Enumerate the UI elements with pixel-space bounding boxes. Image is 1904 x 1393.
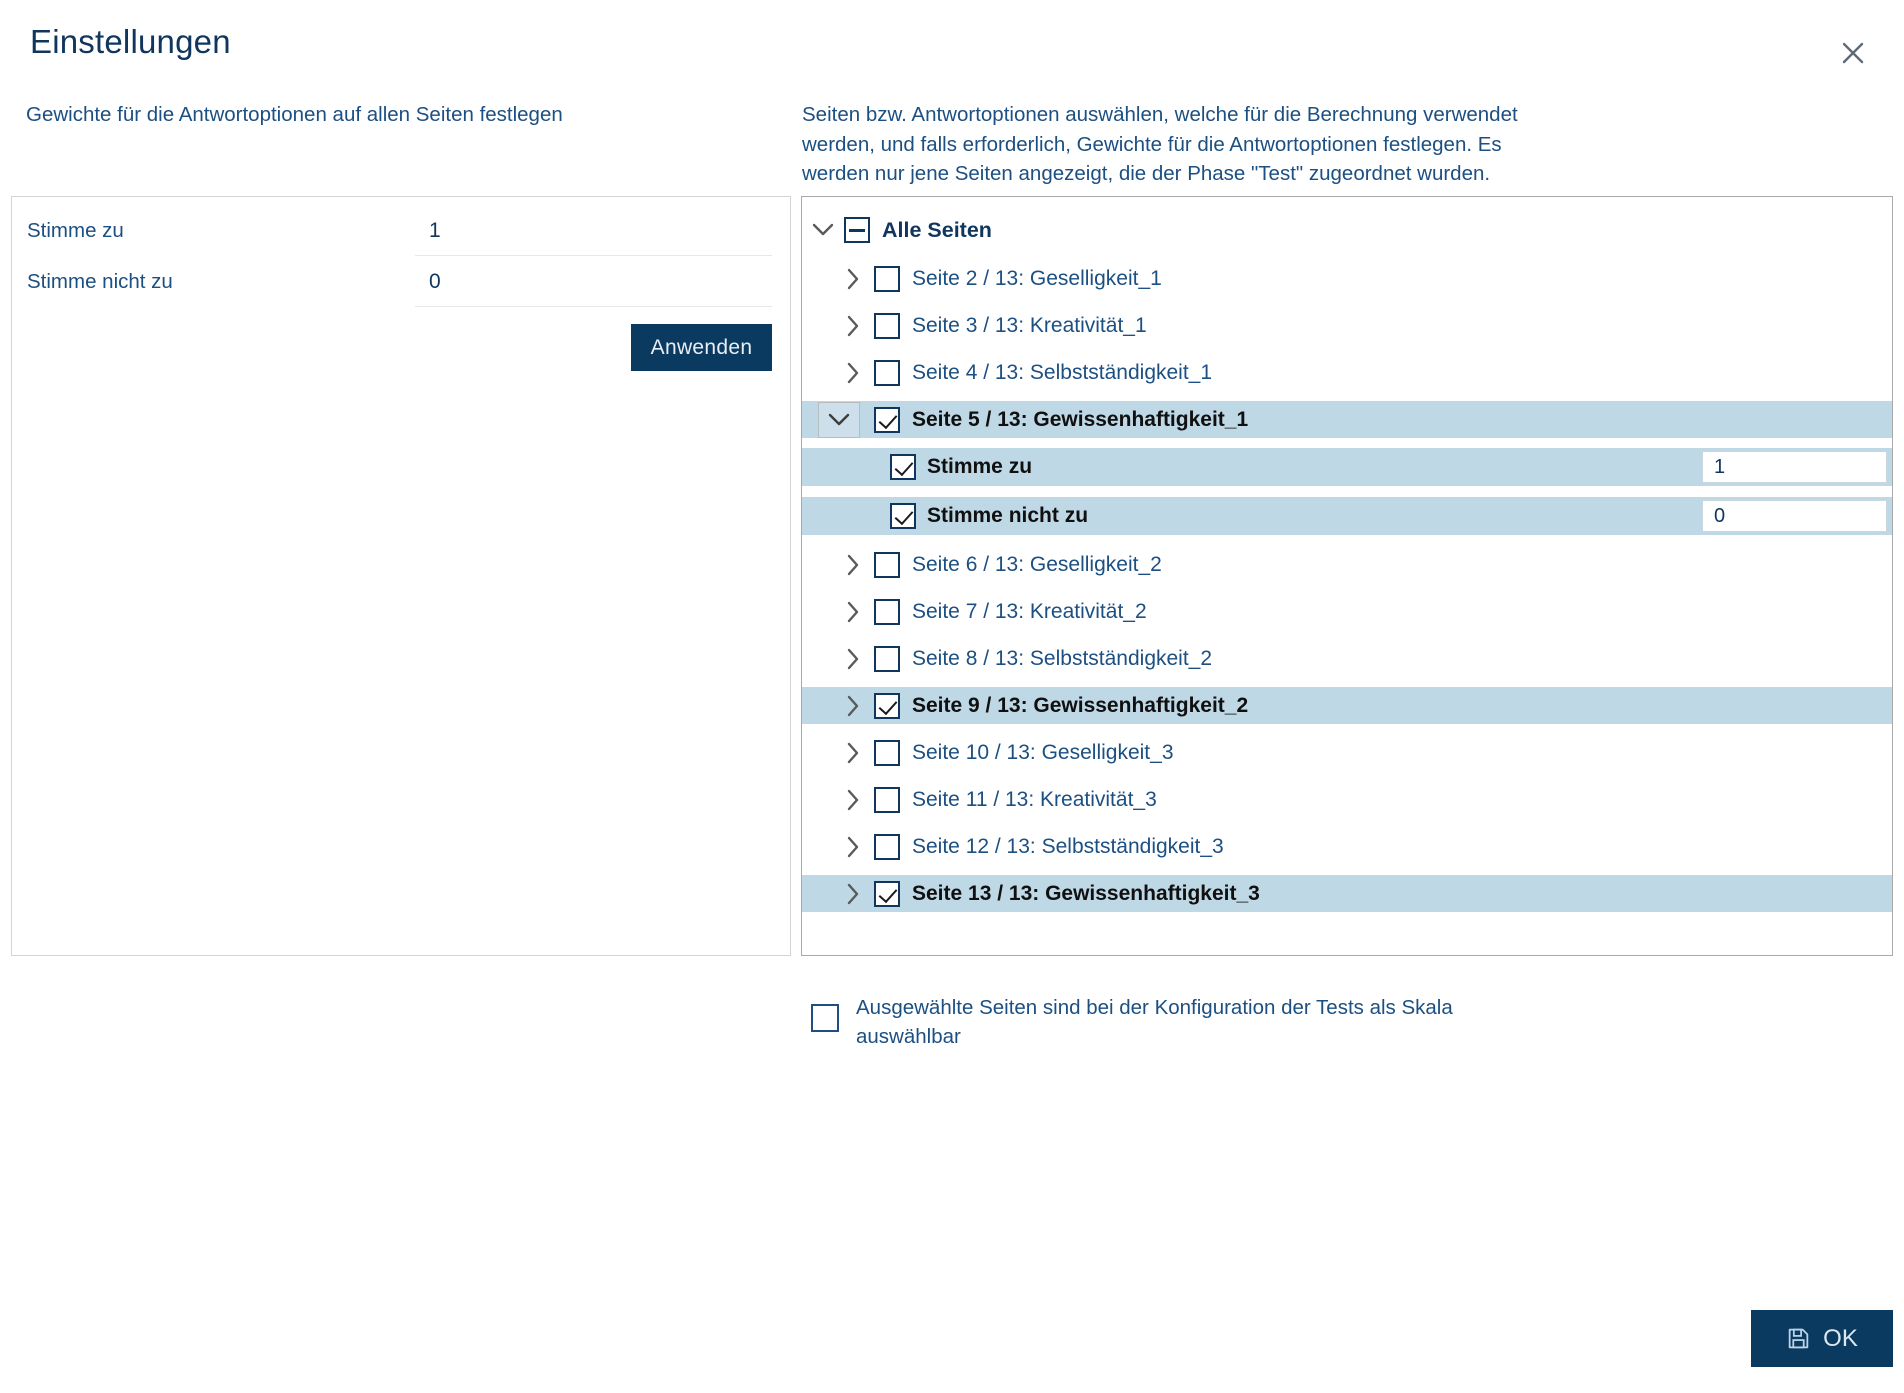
global-weights-panel [11, 196, 791, 956]
ok-button[interactable] [1751, 1310, 1893, 1367]
checkbox-seite-4[interactable] [874, 360, 900, 386]
weight-row-disagree-label: Stimme nicht zu [27, 270, 173, 293]
weight-input-disagree[interactable] [415, 258, 772, 307]
tree-node-label: Seite 11 / 13: Kreativität_3 [912, 787, 1157, 811]
checkbox-seite-6[interactable] [874, 552, 900, 578]
checkbox-seite-12[interactable] [874, 834, 900, 860]
chevron-right-icon[interactable] [832, 734, 874, 771]
chevron-right-icon[interactable] [832, 875, 874, 912]
option-row-stimme-nicht-zu[interactable] [802, 497, 1892, 535]
chevron-right-icon[interactable] [832, 354, 874, 391]
save-floppy-icon [1786, 1326, 1811, 1351]
pages-tree-panel [801, 196, 1893, 956]
tree-node-seite-11[interactable] [802, 781, 1892, 818]
weight-row-agree-label: Stimme zu [27, 219, 124, 242]
tree-node-seite-12[interactable] [802, 828, 1892, 865]
tree-node-label: Seite 4 / 13: Selbstständigkeit_1 [912, 360, 1213, 384]
tree-node-label: Seite 10 / 13: Geselligkeit_3 [912, 740, 1174, 764]
tree-node-label: Seite 12 / 13: Selbstständigkeit_3 [912, 834, 1224, 858]
checkbox-seite-11[interactable] [874, 787, 900, 813]
close-icon[interactable] [1830, 30, 1876, 76]
chevron-right-icon[interactable] [832, 828, 874, 865]
skala-checkbox-row[interactable] [811, 993, 1571, 1051]
checkbox-option-stimme-zu[interactable] [890, 454, 916, 480]
page-title: Einstellungen [30, 23, 231, 60]
checkbox-seite-7[interactable] [874, 599, 900, 625]
chevron-right-icon[interactable] [832, 781, 874, 818]
checkbox-seite-10[interactable] [874, 740, 900, 766]
checkbox-seite-13[interactable] [874, 881, 900, 907]
chevron-right-icon[interactable] [832, 307, 874, 344]
right-panel-description: Seiten bzw. Antwortoptionen auswählen, welche für die Berechnung verwendet werden, und falls erforderlich, Gewichte für die Antwortoptionen festlegen. Es werden nur jene Seiten angezeigt, die der Phase "Test" zugeordnet wurden. [802, 103, 1518, 185]
tree-node-label: Seite 8 / 13: Selbstständigkeit_2 [912, 646, 1213, 670]
tree-node-seite-13[interactable] [802, 875, 1892, 912]
tree-node-seite-7[interactable] [802, 593, 1892, 630]
tree-node-seite-9[interactable] [802, 687, 1892, 724]
chevron-right-icon[interactable] [832, 593, 874, 630]
tree-node-label: Seite 3 / 13: Kreativität_1 [912, 313, 1147, 337]
option-row-stimme-zu[interactable] [802, 448, 1892, 486]
checkbox-seite-3[interactable] [874, 313, 900, 339]
option-weight-input-stimme-zu[interactable] [1702, 451, 1887, 483]
tree-node-label: Seite 2 / 13: Geselligkeit_1 [912, 266, 1162, 290]
weight-row-agree [12, 207, 790, 257]
checkbox-option-stimme-nicht-zu[interactable] [890, 503, 916, 529]
chevron-right-icon[interactable] [832, 687, 874, 724]
tree-node-seite-10[interactable] [802, 734, 1892, 771]
option-weight-input-stimme-nicht-zu[interactable] [1702, 500, 1887, 532]
weight-row-disagree [12, 258, 790, 308]
checkbox-seite-8[interactable] [874, 646, 900, 672]
left-panel-description: Gewichte für die Antwortoptionen auf allen Seiten festlegen [26, 103, 563, 126]
option-label: Stimme nicht zu [927, 504, 1089, 527]
pages-tree [802, 211, 1892, 922]
checkbox-skala-auswaehlbar[interactable] [811, 1004, 839, 1032]
skala-checkbox-label: Ausgewählte Seiten sind bei der Konfiguration der Tests als Skala auswählbar [856, 996, 1453, 1048]
ok-button-label: OK [1823, 1324, 1858, 1352]
chevron-right-icon[interactable] [832, 260, 874, 297]
weight-input-agree[interactable] [415, 207, 772, 256]
tree-node-label: Seite 5 / 13: Gewissenhaftigkeit_1 [912, 407, 1249, 431]
chevron-right-icon[interactable] [832, 546, 874, 583]
chevron-down-icon[interactable] [818, 402, 860, 438]
tree-node-seite-5[interactable] [802, 401, 1892, 438]
checkbox-seite-5[interactable] [874, 407, 900, 433]
apply-button[interactable]: Anwenden [631, 324, 772, 371]
tree-node-seite-2[interactable] [802, 260, 1892, 297]
tree-node-alle-seiten[interactable] [802, 211, 1892, 249]
tree-node-seite-6[interactable] [802, 546, 1892, 583]
checkbox-seite-2[interactable] [874, 266, 900, 292]
tree-node-label: Seite 9 / 13: Gewissenhaftigkeit_2 [912, 693, 1249, 717]
option-label: Stimme zu [927, 455, 1033, 478]
tree-node-label: Seite 6 / 13: Geselligkeit_2 [912, 552, 1162, 576]
tree-node-label: Seite 13 / 13: Gewissenhaftigkeit_3 [912, 881, 1260, 905]
chevron-down-icon[interactable] [802, 212, 844, 249]
tree-node-seite-4[interactable] [802, 354, 1892, 391]
checkbox-seite-9[interactable] [874, 693, 900, 719]
checkbox-alle-seiten[interactable] [844, 217, 870, 243]
tree-node-seite-8[interactable] [802, 640, 1892, 677]
chevron-right-icon[interactable] [832, 640, 874, 677]
tree-node-label: Alle Seiten [882, 217, 992, 242]
tree-node-seite-3[interactable] [802, 307, 1892, 344]
tree-node-label: Seite 7 / 13: Kreativität_2 [912, 599, 1147, 623]
